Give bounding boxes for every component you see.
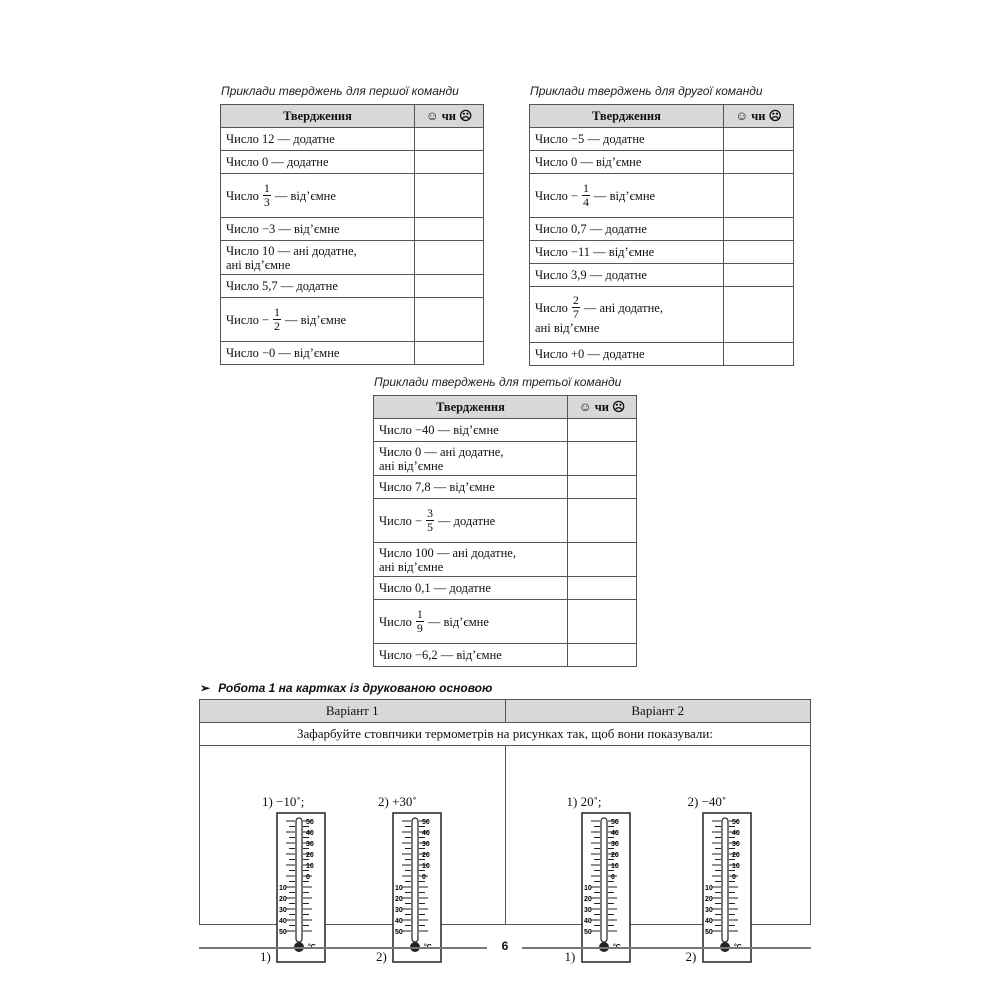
scale-label-lower: 20	[704, 896, 713, 903]
fraction	[582, 182, 590, 209]
statement-prefix: Число	[226, 188, 259, 203]
fraction	[572, 294, 580, 321]
thermometer-answer-label: 1)	[260, 949, 271, 964]
scale-label-upper: 10	[731, 863, 740, 870]
answer-cell[interactable]	[568, 543, 637, 577]
scale-label-upper: 10	[610, 863, 619, 870]
statement-cell	[374, 419, 568, 442]
footer-rule-right	[522, 947, 811, 949]
team3-table	[373, 395, 637, 667]
statement-cell	[221, 342, 415, 365]
scale-label-lower: 30	[704, 907, 713, 914]
team1-caption: Приклади тверджень для першої команди	[221, 84, 459, 98]
scale-label-lower: 20	[583, 896, 592, 903]
statement-text: Число −40 — від’ємне	[379, 423, 499, 437]
robota-table	[199, 699, 811, 964]
scale-label-lower: 30	[583, 907, 592, 914]
statement-text: Число 0,1 — додатне	[379, 581, 491, 595]
statement-line2: ані від’ємне	[379, 458, 444, 473]
robota-title	[200, 681, 492, 695]
header-statement: Твердження	[530, 105, 724, 128]
statement-cell	[530, 151, 724, 174]
answer-cell[interactable]	[568, 476, 637, 499]
statement-line2: ані від’ємне	[535, 321, 600, 335]
statement-prefix: Число −	[226, 312, 270, 327]
answer-cell[interactable]	[724, 241, 794, 264]
statement-cell	[221, 298, 415, 342]
scale-label-lower: 50	[704, 929, 713, 936]
thermometer-tube	[412, 818, 418, 942]
answer-cell[interactable]	[415, 241, 484, 275]
statement-cell	[221, 174, 415, 218]
fraction-denominator: 2	[274, 319, 281, 333]
table-row	[530, 128, 794, 151]
scale-label-lower: 50	[395, 929, 403, 936]
thermometer-tube	[722, 818, 728, 942]
scale-label-upper: 0	[610, 874, 615, 881]
scale-label-upper: 30	[422, 841, 430, 848]
statement-suffix: — від’ємне	[594, 188, 656, 203]
statement-suffix: — ані додатне,	[583, 300, 663, 315]
variant1-header: Варіант 1	[200, 700, 506, 723]
scale-label-lower: 40	[395, 918, 403, 925]
answer-cell[interactable]	[724, 174, 794, 218]
table-row	[221, 174, 484, 218]
answer-cell[interactable]	[415, 298, 484, 342]
statement-cell	[374, 644, 568, 667]
answer-cell[interactable]	[415, 342, 484, 365]
scale-label-upper: 50	[610, 819, 619, 826]
scale-label-upper: 10	[306, 863, 314, 870]
table-row	[221, 275, 484, 298]
scale-label-upper: 50	[422, 819, 430, 826]
statement-cell	[374, 442, 568, 476]
fraction	[426, 507, 434, 534]
scale-label-upper: 20	[610, 852, 619, 859]
robota-title-text: Робота 1 на картках із друкованою основою	[218, 681, 493, 695]
answer-cell[interactable]	[415, 275, 484, 298]
fraction-denominator: 3	[263, 195, 270, 209]
header-smiley: ☺ чи ☹	[415, 105, 484, 128]
table-row	[530, 264, 794, 287]
statement-cell	[530, 287, 724, 343]
answer-cell[interactable]	[724, 287, 794, 343]
page-footer	[0, 941, 1000, 955]
scale-label-lower: 40	[704, 918, 713, 925]
scale-label-lower: 10	[583, 885, 592, 892]
variant2-cell	[505, 746, 811, 964]
scale-label-upper: 30	[731, 841, 740, 848]
header-smiley: ☺ чи ☹	[724, 105, 794, 128]
statement-cell	[374, 600, 568, 644]
fraction-numerator: 3	[427, 506, 434, 520]
statement-prefix: Число −	[379, 513, 423, 528]
fraction	[273, 306, 281, 333]
scale-label-upper: 20	[422, 852, 430, 859]
scale-label-lower: 10	[279, 885, 287, 892]
table-row	[221, 151, 484, 174]
fraction-numerator: 1	[274, 305, 281, 319]
answer-cell[interactable]	[724, 151, 794, 174]
statement-text: Число 0 — ані додатне,	[379, 444, 504, 459]
statement-cell	[374, 476, 568, 499]
scale-label-lower: 10	[395, 885, 403, 892]
table-row	[374, 577, 637, 600]
fraction-denominator: 5	[427, 520, 434, 534]
table-row	[530, 151, 794, 174]
page-number: 6	[501, 939, 509, 953]
scale-label-lower: 50	[583, 929, 592, 936]
statement-cell	[221, 151, 415, 174]
fraction-numerator: 1	[583, 181, 590, 195]
statement-text: Число 0 — додатне	[226, 155, 329, 169]
statement-text: Число 0,7 — додатне	[535, 222, 647, 236]
statement-cell	[221, 128, 415, 151]
fraction-numerator: 2	[572, 293, 579, 307]
scale-label-lower: 40	[279, 918, 287, 925]
statement-cell	[530, 343, 724, 366]
scale-label-lower: 20	[395, 896, 403, 903]
statement-cell	[221, 241, 415, 275]
team2-caption: Приклади тверджень для другої команди	[530, 84, 763, 98]
statement-cell	[530, 241, 724, 264]
answer-cell[interactable]	[568, 442, 637, 476]
statement-text: Число +0 — додатне	[535, 347, 645, 361]
team1-table	[220, 104, 484, 365]
answer-cell[interactable]	[568, 644, 637, 667]
statement-cell	[221, 275, 415, 298]
scale-label-upper: 50	[306, 819, 314, 826]
scale-label-upper: 40	[422, 830, 430, 837]
answer-cell[interactable]	[568, 419, 637, 442]
statement-text: Число −0 — від’ємне	[226, 346, 340, 360]
table-row	[221, 241, 484, 275]
table-row	[530, 241, 794, 264]
statement-text: Число −5 — додатне	[535, 132, 645, 146]
statement-text: Число −3 — від’ємне	[226, 222, 340, 236]
table-row	[221, 342, 484, 365]
thermometer-answer-label: 2)	[376, 949, 387, 964]
statement-text: Число 10 — ані додатне,	[226, 243, 357, 258]
statement-suffix: — від’ємне	[285, 312, 347, 327]
scale-label-upper: 0	[731, 874, 736, 881]
table-row	[374, 419, 637, 442]
scale-label-upper: 30	[306, 841, 314, 848]
statement-cell	[530, 264, 724, 287]
statement-text: Число 5,7 — додатне	[226, 279, 338, 293]
thermometer-tube	[601, 818, 607, 942]
answer-cell[interactable]	[415, 174, 484, 218]
scale-label-lower: 50	[279, 929, 287, 936]
table-row	[221, 218, 484, 241]
thermometer-label: 2) −40˚	[687, 794, 727, 809]
answer-cell[interactable]	[568, 577, 637, 600]
statement-cell	[374, 499, 568, 543]
statement-text: Число 12 — додатне	[226, 132, 335, 146]
answer-cell[interactable]	[415, 128, 484, 151]
table-row	[530, 174, 794, 218]
answer-cell[interactable]	[724, 343, 794, 366]
statement-cell	[530, 128, 724, 151]
scale-label-upper: 0	[306, 874, 310, 881]
scale-label-upper: 40	[306, 830, 314, 837]
answer-cell[interactable]	[724, 264, 794, 287]
header-statement: Твердження	[374, 396, 568, 419]
answer-cell[interactable]	[724, 128, 794, 151]
scale-label-upper: 40	[610, 830, 619, 837]
statement-line2: ані від’ємне	[226, 257, 291, 272]
instruction-text: Зафарбуйте стовпчики термометрів на рисунках так, щоб вони показували:	[200, 723, 811, 746]
table-row	[221, 298, 484, 342]
statement-cell	[530, 218, 724, 241]
statement-suffix: — додатне	[438, 513, 496, 528]
table-row	[374, 600, 637, 644]
variant2-header: Варіант 2	[505, 700, 811, 723]
statement-prefix: Число	[535, 300, 568, 315]
scale-label-upper: 20	[306, 852, 314, 859]
fraction	[416, 608, 424, 635]
scale-label-lower: 30	[395, 907, 403, 914]
team2-table	[529, 104, 794, 366]
table-row	[530, 218, 794, 241]
thermometer-answer-label: 1)	[564, 949, 576, 964]
answer-cell[interactable]	[415, 151, 484, 174]
statement-text: Число −11 — від’ємне	[535, 245, 655, 259]
statement-suffix: — від’ємне	[274, 188, 336, 203]
statement-cell	[374, 577, 568, 600]
statement-prefix: Число	[379, 614, 412, 629]
scale-label-upper: 30	[610, 841, 619, 848]
fraction-numerator: 1	[416, 607, 423, 621]
statement-cell	[221, 218, 415, 241]
statement-prefix: Число −	[535, 188, 579, 203]
header-statement: Твердження	[221, 105, 415, 128]
scale-label-lower: 10	[704, 885, 713, 892]
table-row	[221, 128, 484, 151]
fraction-denominator: 9	[416, 621, 423, 635]
scale-label-upper: 40	[731, 830, 740, 837]
scale-label-upper: 0	[422, 874, 426, 881]
scale-label-upper: 10	[422, 863, 430, 870]
answer-cell[interactable]	[415, 218, 484, 241]
fraction	[263, 182, 271, 209]
header-smiley: ☺ чи ☹	[568, 396, 637, 419]
answer-cell[interactable]	[568, 600, 637, 644]
arrow-icon: ➢	[200, 681, 211, 695]
scale-label-upper: 20	[731, 852, 740, 859]
statement-text: Число −6,2 — від’ємне	[379, 648, 502, 662]
thermometer-label: 1) −10˚;	[262, 794, 305, 809]
thermometer-label: 1) 20˚;	[566, 794, 602, 809]
fraction-denominator: 7	[572, 307, 579, 321]
thermometer-tube	[296, 818, 302, 942]
scale-label-lower: 20	[279, 896, 287, 903]
statement-text: Число 7,8 — від’ємне	[379, 480, 495, 494]
footer-rule-left	[199, 947, 487, 949]
thermometer-answer-label: 2)	[685, 949, 697, 964]
table-row	[374, 442, 637, 476]
answer-cell[interactable]	[724, 218, 794, 241]
table-row	[530, 287, 794, 343]
table-row	[374, 476, 637, 499]
statement-text: Число 100 — ані додатне,	[379, 545, 516, 560]
statement-cell	[374, 543, 568, 577]
table-row	[374, 543, 637, 577]
fraction-numerator: 1	[263, 181, 270, 195]
statement-suffix: — від’ємне	[427, 614, 489, 629]
variant1-cell	[200, 746, 506, 964]
scale-label-lower: 30	[279, 907, 287, 914]
table-row	[374, 644, 637, 667]
scale-label-upper: 50	[731, 819, 740, 826]
statement-text: Число 3,9 — додатне	[535, 268, 647, 282]
team3-caption: Приклади тверджень для третьої команди	[374, 375, 622, 389]
table-row	[374, 499, 637, 543]
answer-cell[interactable]	[568, 499, 637, 543]
thermometer-label: 2) +30˚	[378, 794, 417, 809]
fraction-denominator: 4	[583, 195, 590, 209]
table-row	[530, 343, 794, 366]
scale-label-lower: 40	[583, 918, 592, 925]
statement-cell	[530, 174, 724, 218]
statement-line2: ані від’ємне	[379, 559, 444, 574]
statement-text: Число 0 — від’ємне	[535, 155, 642, 169]
